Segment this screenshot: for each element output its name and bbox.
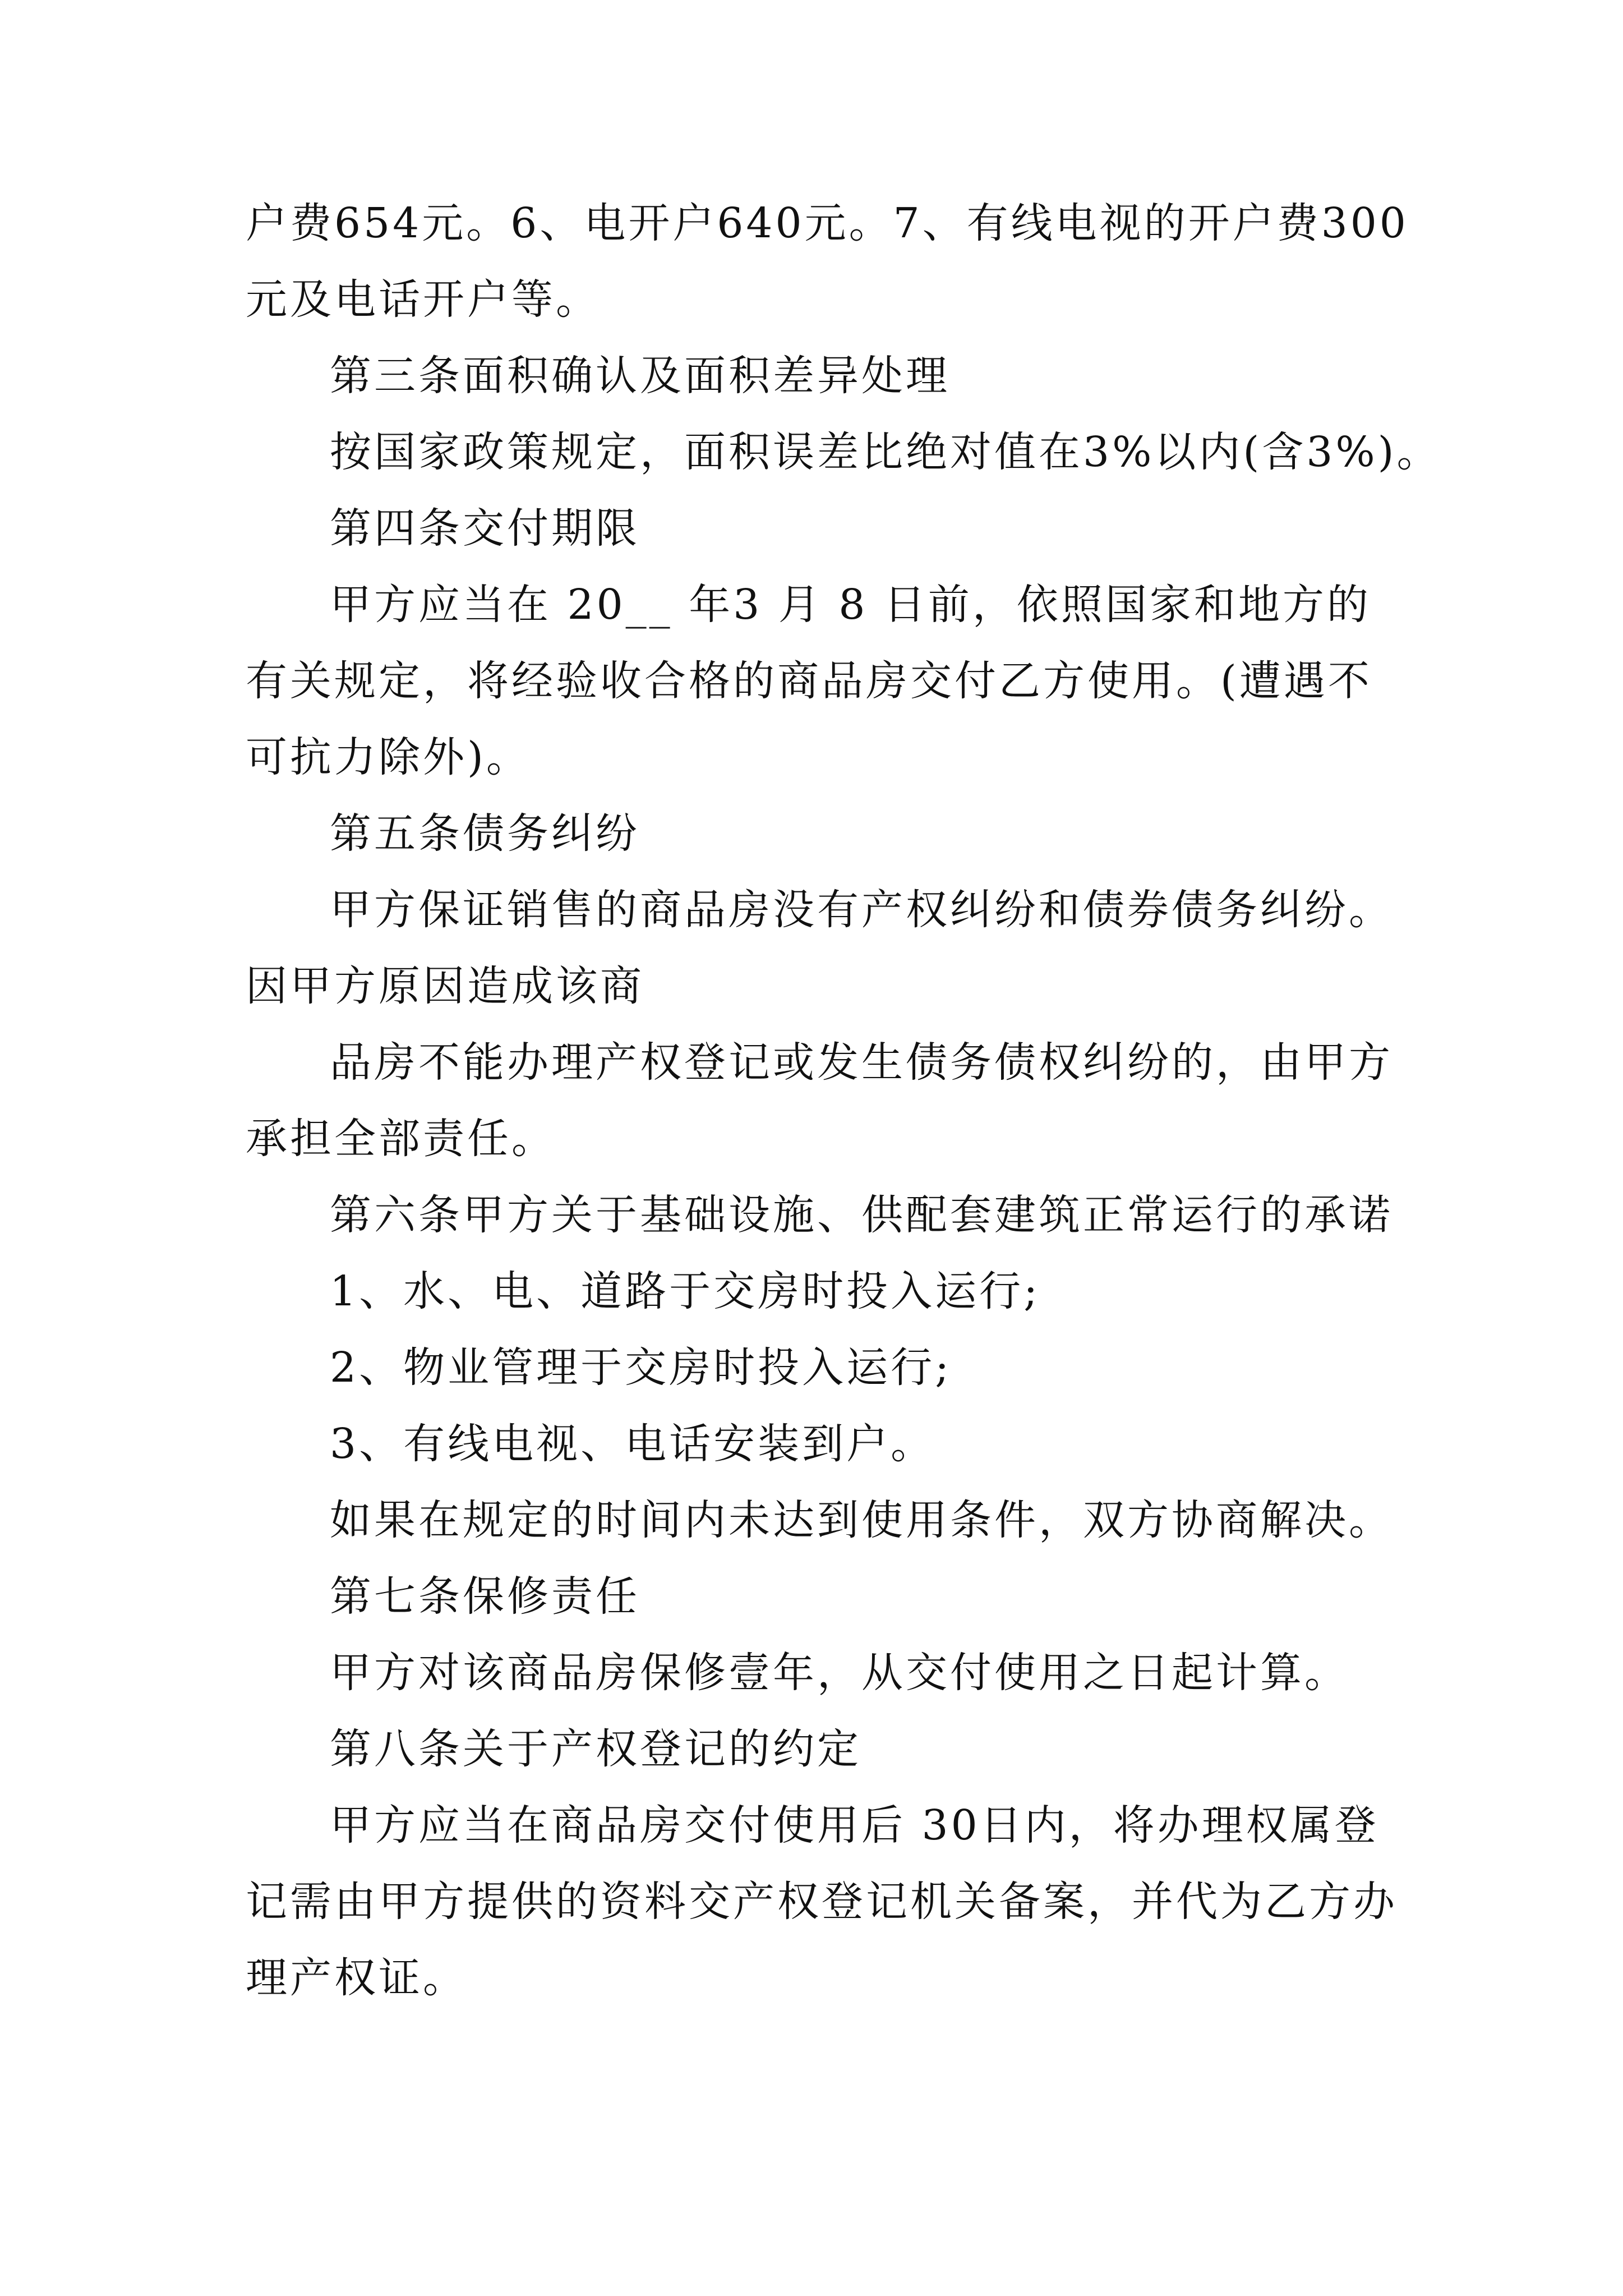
text-line: 按国家政策规定，面积误差比绝对值在3%以内(含3%)。 bbox=[330, 428, 1441, 476]
text-line: 承担全部责任。 bbox=[246, 1115, 556, 1163]
list-item: 3、有线电视、电话安装到户。 bbox=[330, 1420, 935, 1468]
text-line: 甲方保证销售的商品房没有产权纠纷和债券债务纠纷。 bbox=[330, 886, 1393, 934]
section-heading: 第八条关于产权登记的约定 bbox=[330, 1725, 861, 1773]
text-line: 甲方对该商品房保修壹年，从交付使用之日起计算。 bbox=[330, 1649, 1349, 1697]
text-line: 元及电话开户等。 bbox=[246, 275, 600, 324]
list-item: 1、水、电、道路于交房时投入运行; bbox=[330, 1267, 1041, 1315]
section-heading: 第七条保修责任 bbox=[330, 1572, 640, 1621]
text-line: 甲方应当在 20__ 年3 月 8 日前，依照国家和地方的 bbox=[330, 581, 1371, 629]
list-item: 2、物业管理于交房时投入运行; bbox=[330, 1343, 952, 1392]
text-line: 户费654元。6、电开户640元。7、有线电视的开户费300 bbox=[246, 199, 1409, 247]
section-heading: 第四条交付期限 bbox=[330, 504, 640, 553]
document-body bbox=[246, 185, 1441, 2016]
section-heading: 第五条债务纠纷 bbox=[330, 809, 640, 858]
text-line: 甲方应当在商品房交付使用后 30日内，将办理权属登 bbox=[330, 1801, 1379, 1849]
text-line: 有关规定，将经验收合格的商品房交付乙方使用。(遭遇不 bbox=[246, 657, 1372, 705]
section-heading: 第三条面积确认及面积差异处理 bbox=[330, 352, 950, 400]
text-line: 如果在规定的时间内未达到使用条件，双方协商解决。 bbox=[330, 1496, 1393, 1544]
text-line: 理产权证。 bbox=[246, 1954, 467, 2002]
text-line: 因甲方原因造成该商 bbox=[246, 962, 644, 1010]
text-line: 可抗力除外)。 bbox=[246, 733, 531, 781]
text-line: 记需由甲方提供的资料交产权登记机关备案，并代为乙方办 bbox=[246, 1878, 1398, 1926]
section-heading: 第六条甲方关于基础设施、供配套建筑正常运行的承诺 bbox=[330, 1191, 1393, 1239]
text-line: 品房不能办理产权登记或发生债务债权纠纷的，由甲方 bbox=[330, 1038, 1393, 1087]
